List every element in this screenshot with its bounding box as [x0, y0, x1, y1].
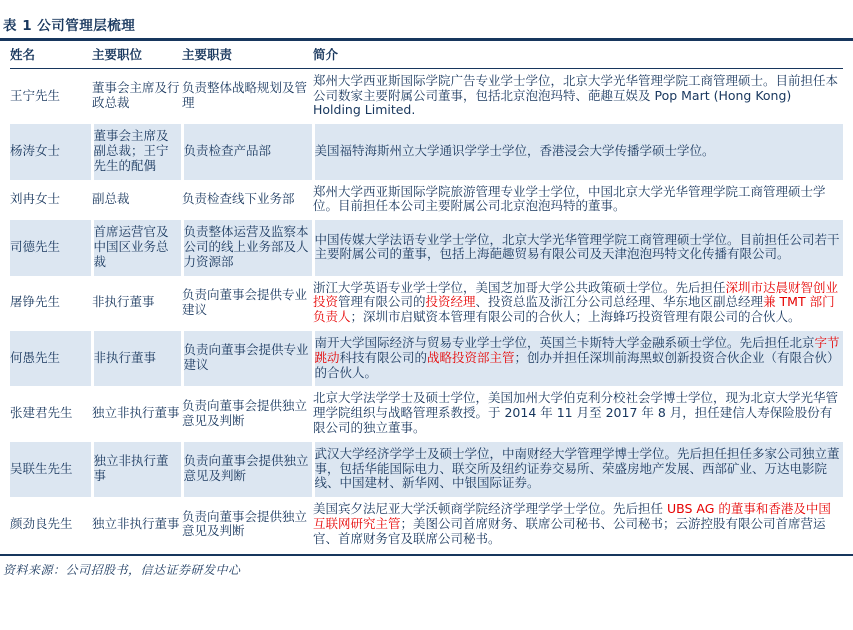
bio-text: 美国宾夕法尼亚大学沃顿商学院经济学理学学士学位。先后担任 — [313, 501, 667, 517]
cell-bio — [313, 68, 843, 124]
table-header — [10, 41, 843, 68]
cell-position: 董事会主席及行政总裁 — [92, 80, 180, 110]
cell-duty: 负责向董事会提供独立意见及判断 — [182, 442, 313, 497]
cell-position: 独立非执行董事 — [92, 515, 180, 531]
table-row — [10, 124, 843, 179]
bio-text: 浙江大学英语专业学士学位，美国芝加哥大学公共政策硕士学位。先后担任 — [313, 279, 726, 295]
cell-duty: 负责检查产品部 — [182, 124, 313, 179]
cell-duty: 负责整体运营及监察本公司的线上业务部及人力资源部 — [182, 220, 313, 275]
bio-highlight-text: 深圳市达晨财智创业投资 — [313, 279, 839, 310]
cell-duty: 负责检查线下业务部 — [182, 190, 295, 206]
cell-bio — [313, 220, 843, 275]
column-header-bio: 简介 — [313, 41, 843, 68]
column-header-duty: 主要职责 — [182, 41, 313, 68]
cell-position: 非执行董事 — [92, 331, 182, 386]
cell-position: 董事会主席及副总裁；王宁先生的配偶 — [92, 124, 182, 179]
cell-position: 独立非执行董事 — [92, 405, 180, 421]
table-row — [10, 497, 843, 552]
cell-name: 刘冉女士 — [10, 190, 61, 206]
cell-position: 副总裁 — [92, 190, 130, 206]
bio-text: ；创办并担任深圳前海黑蚁创新投资合伙企业（有限合伙）的合伙人。 — [314, 349, 840, 380]
cell-bio — [313, 497, 843, 552]
cell-duty: 负责向董事会提供专业建议 — [182, 331, 313, 386]
cell-position: 独立非执行董事 — [92, 442, 182, 497]
bio-text: 管理有限公司的 — [338, 294, 426, 310]
bio-text: 科技有限公司的 — [339, 349, 428, 365]
cell-duty: 负责整体战略规划及管理 — [182, 80, 308, 110]
cell-name: 王宁先生 — [10, 87, 61, 103]
cell-bio — [313, 124, 843, 179]
table-row — [10, 276, 843, 331]
bio-highlight-text: 兼 TMT 部门负责人 — [313, 294, 835, 325]
column-header-position: 主要职位 — [92, 41, 182, 68]
bio-text: 郑州大学西亚斯国际学院旅游管理专业学士学位，中国北京大学光华管理学院工商管理硕士学位。目前担任本公司主要附属公司北京泡泡玛特的董事。 — [313, 183, 826, 214]
bio-highlight-text: 字节跳动 — [314, 334, 840, 365]
cell-name: 张建君先生 — [10, 405, 73, 421]
cell-bio — [313, 331, 843, 386]
management-table — [10, 41, 843, 553]
bio-text: 郑州大学西亚斯国际学院广告专业学士学位，北京大学光华管理学院工商管理硕士。目前担任本公司数家主要附属公司董事，包括北京泡泡玛特、葩趣互娱及 Pop Mart (Hong Kong) Holding Limited. — [313, 72, 839, 118]
table-title: 表 1 公司管理层梳理 — [3, 18, 136, 34]
cell-duty: 负责向董事会提供独立意见及判断 — [182, 508, 308, 539]
column-header-name: 姓名 — [10, 41, 92, 68]
cell-duty: 负责向董事会提供专业建议 — [182, 286, 308, 317]
cell-duty: 负责向董事会提供独立意见及判断 — [182, 397, 308, 428]
table-bottom-divider — [0, 554, 853, 556]
header-row — [10, 41, 843, 68]
table-row — [10, 220, 843, 275]
bio-text: 中国传媒大学法语专业学士学位，北京大学光华管理学院工商管理硕士学位。目前担任公司若干主要附属公司的董事，包括上海葩趣贸易有限公司及天津泡泡玛特文化传播有限公司。 — [314, 231, 840, 262]
cell-position: 非执行董事 — [92, 294, 155, 310]
bio-highlight-text: 投资经理 — [425, 294, 476, 310]
report-table-page — [0, 14, 853, 630]
cell-bio — [313, 442, 843, 497]
cell-name: 杨涛女士 — [10, 124, 92, 179]
bio-text: ；深圳市启赋资本管理有限公司的合伙人；上海蜂巧投资管理有限公司的合伙人。 — [350, 309, 801, 325]
bio-highlight-text: 战略投资部主管 — [427, 349, 515, 365]
cell-position: 首席运营官及中国区业务总裁 — [92, 220, 182, 275]
bio-text: 南开大学国际经济与贸易专业学士学位，英国兰卡斯特大学金融系硕士学位。先后担任北京 — [314, 334, 815, 350]
cell-name: 吴联生先生 — [10, 442, 92, 497]
table-row — [10, 68, 843, 124]
bio-highlight-text: UBS AG 的董事和香港及中国互联网研究主管 — [313, 501, 831, 531]
bio-text: ；美图公司首席财务、联席公司秘书、公司秘书；云游控股有限公司首席营运官、首席财务官及联席公司秘书。 — [313, 515, 826, 546]
cell-name: 颜劲良先生 — [10, 515, 73, 531]
bio-text: 北京大学法学学士及硕士学位，美国加州大学伯克利分校社会学博士学位，现为北京大学光华管理学院组织与战略管理系教授。于 2014 年 11 月至 2017 年 8 月，担任建信人寿保险股份有限公司的独立董事。 — [313, 390, 839, 435]
cell-bio — [313, 386, 843, 441]
table-body — [10, 68, 843, 552]
cell-name: 司德先生 — [10, 220, 92, 275]
table-row — [10, 180, 843, 221]
source-note: 资料来源：公司招股书，信达证券研发中心 — [3, 562, 241, 577]
cell-name: 屠铮先生 — [10, 294, 61, 310]
table-row — [10, 331, 843, 386]
cell-bio — [313, 180, 843, 221]
cell-bio — [313, 276, 843, 331]
bio-text: 武汉大学经济学学士及硕士学位，中南财经大学管理学博士学位。先后担任担任多家公司独立董事，包括华能国际电力、联交所及纽约证券交易所、荣盛房地产发展、西部矿业、万达电影院线、中国建材、新华网、中银国际证券。 — [314, 445, 840, 491]
bio-text: 、投资总监及浙江分公司总经理、华东地区副总经理 — [475, 294, 764, 310]
table-row — [10, 442, 843, 497]
table-row — [10, 386, 843, 441]
cell-name: 何愚先生 — [10, 331, 92, 386]
bio-text: 美国福特海斯州立大学通识学学士学位，香港浸会大学传播学硕士学位。 — [314, 142, 715, 158]
